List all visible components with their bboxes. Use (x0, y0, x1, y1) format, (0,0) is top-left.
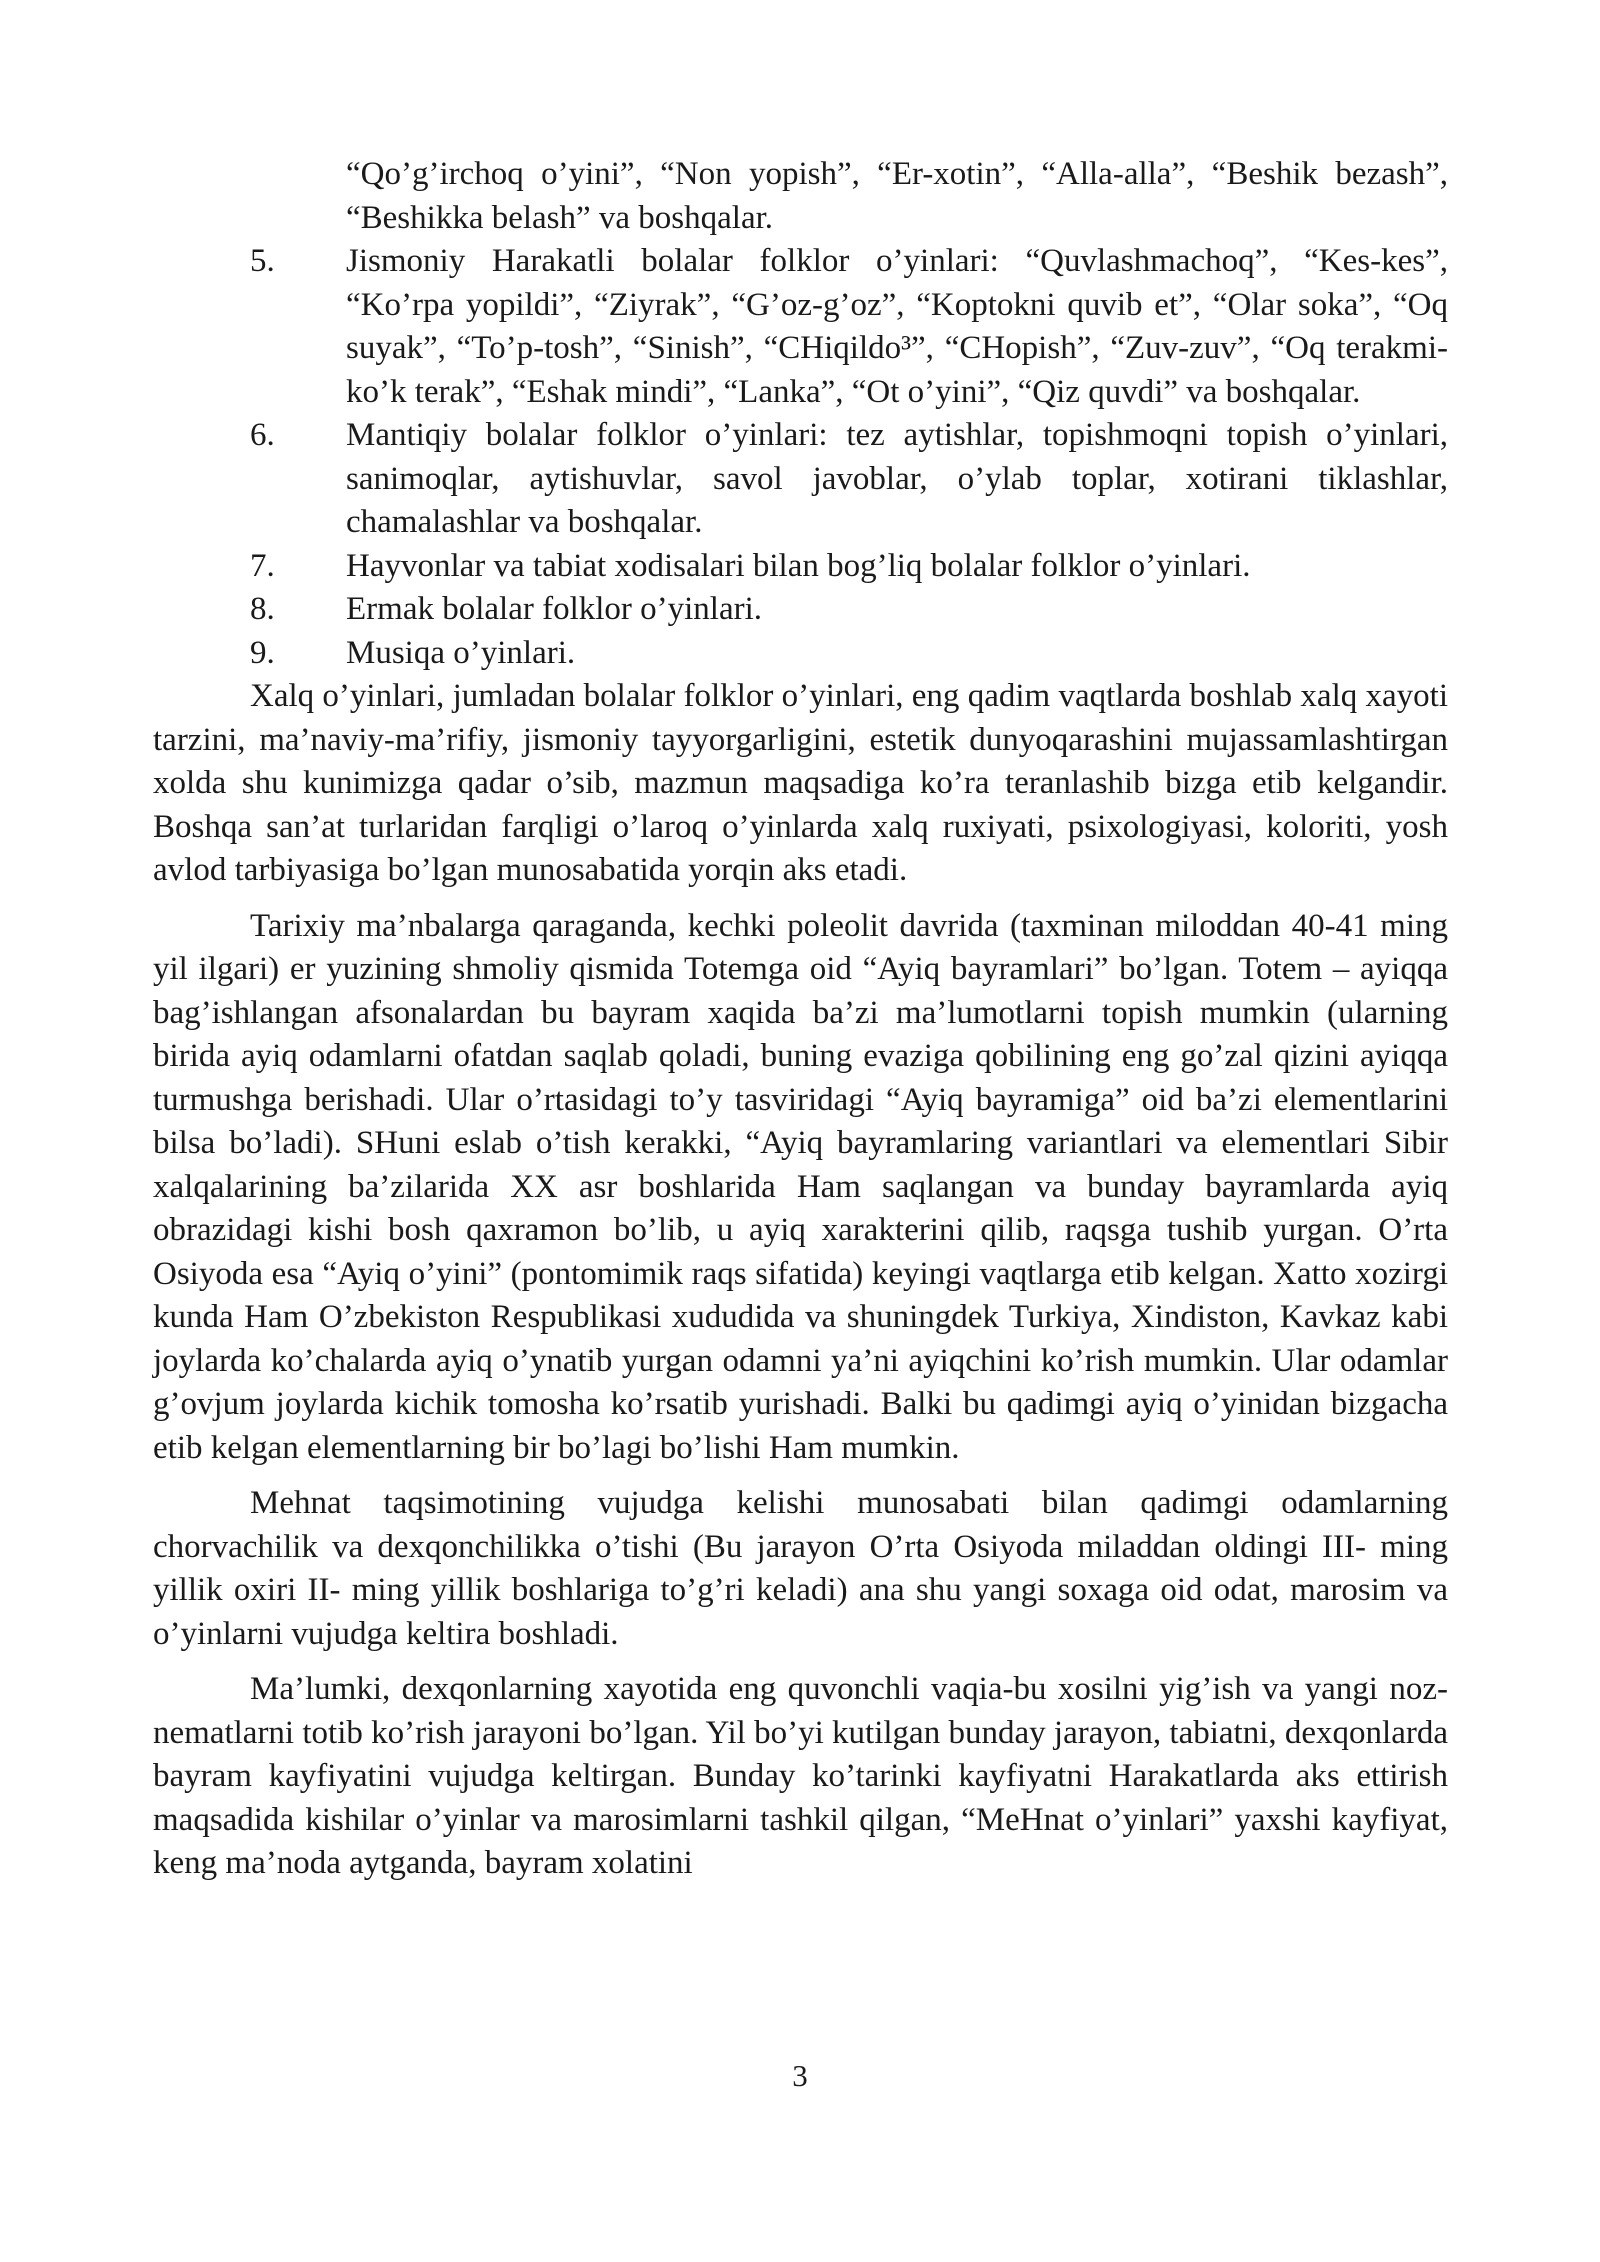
list-item (153, 240, 1448, 414)
paragraph: Xalq o’yinlari, jumladan bolalar folklor o’yinlari, eng qadim vaqtlarda boshlab xalq xayoti tarzini, ma’naviy-ma’rifiy, jismoniy tayyorgarligini, estetik dunyoqarashini mujassamlashtirgan xolda shu kunimizga qadar o’sib, mazmun maqsadiga ko’ra teranlashib bizga etib kelgandir. Boshqa san’at turlaridan farqligi o’laroq o’yinlarda xalq ruxiyati, psixologiyasi, koloriti, yosh avlod tarbiyasiga bo’lgan munosabatida yorqin aks etadi. (153, 678, 1448, 888)
paragraph: Tarixiy ma’nbalarga qaraganda, kechki poleolit davrida (taxminan miloddan 40-41 ming yil ilgari) er yuzining shmoliy qismida Totemga oid “Ayiq bayramlari” bo’lgan. Totem – ayiqqa bag’ishlangan afsonalardan bu bayram xaqida ba’zi ma’lumotlarni topish mumkin (ularning birida ayiq odamlarni ofatdan saqlab qoladi, buning evaziga qobilining eng go’zal qizini ayiqqa turmushga berishadi. Ular o’rtasidagi to’y tasviridagi “Ayiq bayramiga” oid ba’zi elementlarini bilsa bo’ladi). SHuni eslab o’tish kerakki, “Ayiq bayramlaring variantlari va elementlari Sibir xalqalarining ba’zilarida XX asr boshlarida Ham saqlangan va bunday bayramlarda ayiq obrazidagi kishi bosh qaxramon bo’lib, u ayiq xarakterini qilib, raqsga tushib yurgan. O’rta Osiyoda esa “Ayiq o’yini” (pontomimik raqs sifatida) keyingi vaqtlarga etib kelgan. Xatto xozirgi kunda Ham O’zbekiston Respublikasi xududida va shuningdek Turkiya, Xindiston, Kavkaz kabi joylarda ko’chalarda ayiq o’ynatib yurgan odamni ya’ni ayiqchini ko’rish mumkin. Ular odamlar g’ovjum joylarda kichik tomosha ko’rsatib yurishadi. Balki bu qadimgi ayiq o’yinidan bizgacha etib kelgan elementlarning bir bo’lagi bo’lishi Ham mumkin. (153, 907, 1448, 1466)
paragraph: Ma’lumki, dexqonlarning xayotida eng quvonchli vaqia-bu xosilni yig’ish va yangi noz-nematlarni totib ko’rish jarayoni bo’lgan. Yil bo’yi kutilgan bunday jarayon, tabiatni, dexqonlarda bayram kayfiyatini vujudga keltirgan. Bunday ko’tarinki kayfiyatni Harakatlarda aks ettirish maqsadida kishilar o’yinlar va marosimlarni tashkil qilgan, “MeHnat o’yinlari” yaxshi kayfiyat, keng ma’noda aytganda, bayram xolatini (153, 1671, 1448, 1881)
paragraph: Mehnat taqsimotining vujudga kelishi munosabati bilan qadimgi odamlarning chorvachilik va dexqonchilikka o’tishi (Bu jarayon O’rta Osiyoda miladdan oldingi III- ming yillik oxiri II- ming yillik boshlariga to’g’ri keladi) ana shu yangi soxaga oid odat, marosim va o’yinlarni vujudga keltira boshladi. (153, 1485, 1448, 1652)
list-item-text: Ermak bolalar folklor o’yinlari. (346, 591, 763, 627)
list-item (153, 588, 1448, 632)
list-item-number: 7. (250, 547, 275, 584)
list-item (153, 632, 1448, 676)
list-item-number: 9. (250, 634, 275, 671)
list-item-text: Jismoniy Harakatli bolalar folklor o’yinlari: “Quvlashmachoq”, “Kes-kes”, “Ko’rpa yopildi”, “Ziyrak”, “G’oz-g’oz”, “Koptokni quvib et”, “Olar soka”, “Oq suyak”, “To’p-tosh”, “Sinish”, “CHiqildo³”, “CHopish”, “Zuv-zuv”, “Oq terakmi-ko’k terak”, “Eshak mindi”, “Lanka”, “Ot o’yini”, “Qiz quvdi” va boshqalar. (346, 243, 1448, 410)
list-item-text: Mantiqiy bolalar folklor o’yinlari: tez aytishlar, topishmoqni topish o’yinlari, sanimoqlar, aytishuvlar, savol javoblar, o’ylab toplar, xotirani tiklashlar, chamalashlar va boshqalar. (346, 417, 1448, 540)
list-item-number: 6. (250, 417, 275, 453)
page-body (153, 153, 1448, 1886)
list-item (153, 545, 1448, 589)
list-item (153, 414, 1448, 545)
list-item-continuation: “Qo’g’irchoq o’yini”, “Non yopish”, “Er-xotin”, “Alla-alla”, “Beshik bezash”, “Beshikka belash” va boshqalar. (346, 156, 1448, 236)
page-number: 3 (792, 2058, 808, 2093)
list-item-number: 5. (250, 243, 275, 279)
list-item-text: Musiqa o’yinlari. (346, 634, 576, 671)
list-item-number: 8. (250, 591, 275, 627)
list-item-text: Hayvonlar va tabiat xodisalari bilan bog’liq bolalar folklor o’yinlari. (346, 547, 1251, 584)
